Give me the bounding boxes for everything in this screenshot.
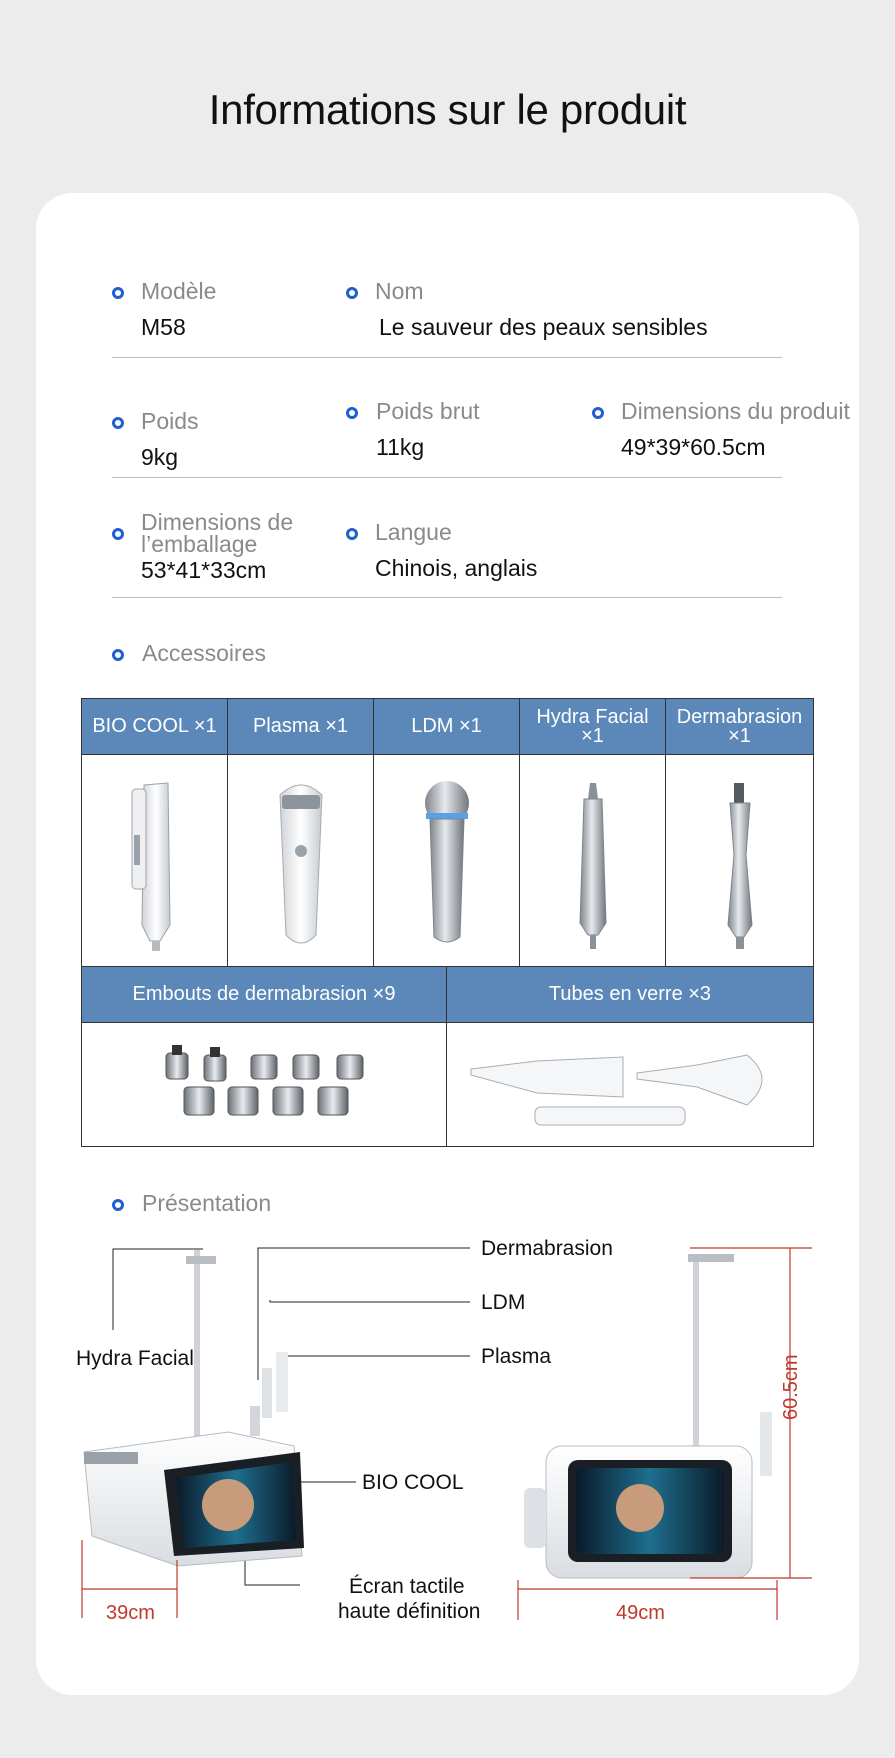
bullet-icon: [346, 407, 358, 419]
model-value: M58: [141, 314, 186, 340]
glass-tubes-header: Tubes en verre ×3: [447, 967, 814, 1023]
label-screen-line1: Écran tactile: [349, 1575, 465, 1598]
weight-label: Poids: [141, 408, 199, 434]
label-dermabrasion: Dermabrasion: [481, 1237, 613, 1260]
package-dimensions-value: 53*41*33cm: [141, 557, 267, 583]
name-label: Nom: [375, 278, 424, 304]
package-dimensions-label-line2: l’emballage: [141, 531, 258, 557]
biocool-handpiece-image: [82, 755, 228, 968]
bullet-icon: [112, 649, 124, 661]
divider: [112, 597, 782, 598]
glass-tubes-image: [447, 1023, 814, 1147]
name-value: Le sauveur des peaux sensibles: [379, 314, 708, 340]
label-plasma: Plasma: [481, 1345, 552, 1368]
product-dimensions-label: Dimensions du produit: [621, 398, 850, 424]
bullet-icon: [112, 417, 124, 429]
accessories-table: [81, 698, 814, 968]
presentation-heading: Présentation: [142, 1190, 272, 1216]
bullet-icon: [112, 287, 124, 299]
package-dimensions-label: Dimensions de: [141, 509, 294, 535]
accessory-header-hydra: Hydra Facial ×1: [520, 699, 666, 755]
plasma-handpiece-image: [228, 755, 374, 968]
label-ldm: LDM: [481, 1291, 526, 1314]
label-screen-line2: haute définition: [338, 1600, 481, 1623]
language-label: Langue: [375, 519, 452, 545]
bullet-icon: [346, 528, 358, 540]
language-value: Chinois, anglais: [375, 555, 538, 581]
dermabrasion-tips-image: [82, 1023, 447, 1147]
accessory-header-ldm: LDM ×1: [374, 699, 520, 755]
gross-weight-label: Poids brut: [376, 398, 480, 424]
divider: [112, 357, 782, 358]
page-title: Informations sur le produit: [208, 86, 687, 133]
depth-dimension: 39cm: [106, 1602, 155, 1624]
height-dimension: 60.5cm: [780, 1354, 802, 1420]
bullet-icon: [112, 528, 124, 540]
accessory-header-dermabrasion: Dermabrasion ×1: [666, 699, 814, 755]
bullet-icon: [112, 1199, 124, 1211]
hydra-facial-handpiece-image: [520, 755, 666, 968]
bullet-icon: [592, 407, 604, 419]
gross-weight-value: 11kg: [376, 434, 425, 460]
dermabrasion-tips-header: Embouts de dermabrasion ×9: [82, 967, 447, 1023]
width-dimension: 49cm: [616, 1602, 665, 1624]
divider: [112, 477, 782, 478]
model-label: Modèle: [141, 278, 217, 304]
presentation-diagram: [0, 1230, 895, 1630]
product-dimensions-value: 49*39*60.5cm: [621, 434, 766, 460]
ldm-handpiece-image: [374, 755, 520, 968]
label-hydra-facial: Hydra Facial: [76, 1347, 194, 1370]
accessories-heading: Accessoires: [142, 640, 266, 666]
accessory-header-plasma: Plasma ×1: [228, 699, 374, 755]
weight-value: 9kg: [141, 444, 179, 470]
label-biocool: BIO COOL: [362, 1471, 464, 1494]
bullet-icon: [346, 287, 358, 299]
dermabrasion-handpiece-image: [666, 755, 814, 968]
accessory-header-biocool: BIO COOL ×1: [82, 699, 228, 755]
accessories-table-2: [81, 966, 814, 1147]
